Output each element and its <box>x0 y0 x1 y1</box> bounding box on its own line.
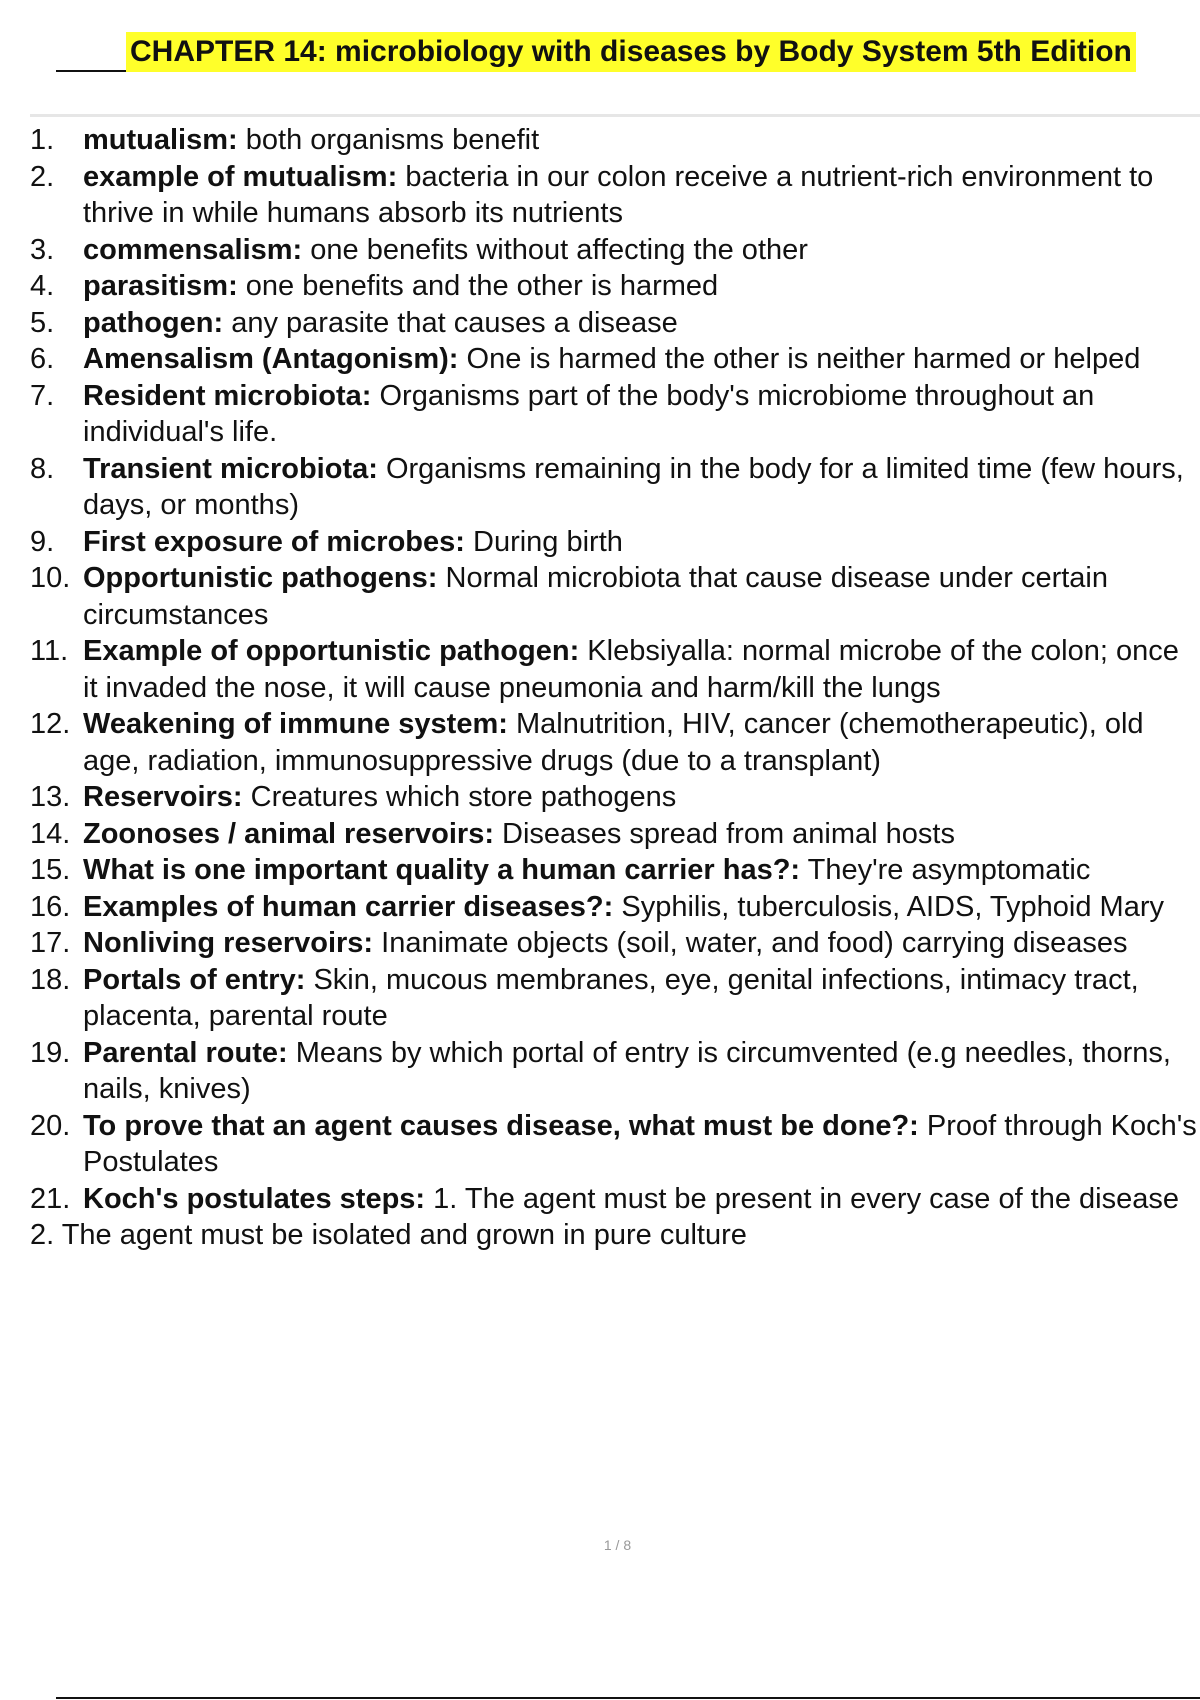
term-name: pathogen: <box>83 306 224 339</box>
term-item <box>0 341 1200 378</box>
term-definition: bacteria in our colon receive a nutrient-rich environment to thrive in while humans absorb its nutrients <box>83 160 1154 229</box>
term-name: Resident microbiota: <box>83 379 372 412</box>
page-number: 1 / 8 <box>603 1537 632 1553</box>
term-definition: Malnutrition, HIV, cancer (chemotherapeutic), old age, radiation, immunosuppressive drugs (due to a transplant) <box>83 708 1144 777</box>
term-item <box>0 524 1200 561</box>
term-name: Opportunistic pathogens: <box>83 562 438 594</box>
term-definition: Normal microbiota that cause disease under certain circumstances <box>83 562 1108 631</box>
term-number: 14. <box>30 817 71 850</box>
term-name: First exposure of microbes: <box>83 525 465 558</box>
chapter-title: CHAPTER 14: microbiology with diseases by Body System 5th Edition <box>126 32 1136 72</box>
term-definition: They're asymptomatic <box>807 854 1091 886</box>
terms-list <box>0 122 1200 1254</box>
term-name: Example of opportunistic pathogen: <box>83 635 580 667</box>
term-number: 11. <box>30 635 69 667</box>
term-definition: Syphilis, tuberculosis, AIDS, Typhoid Mary <box>621 890 1165 923</box>
term-number: 8. <box>30 452 55 485</box>
term-item <box>0 779 1200 816</box>
term-number: 16. <box>30 890 71 923</box>
term-name: Portals of entry: <box>83 963 306 996</box>
term-item <box>0 889 1200 926</box>
term-item <box>0 268 1200 305</box>
term-name: Parental route: <box>83 1036 288 1069</box>
term-number: 12. <box>30 708 71 740</box>
term-item <box>0 305 1200 342</box>
term-definition: Klebsiyalla: normal microbe of the colon; once it invaded the nose, it will cause pneumonia and harm/kill the lungs <box>83 635 1179 704</box>
term-number: 20. <box>30 1109 71 1142</box>
term-number: 13. <box>30 781 71 813</box>
term-definition: Means by which portal of entry is circumvented (e.g needles, thorns, nails, knives) <box>83 1036 1171 1105</box>
term-name: commensalism: <box>83 233 303 266</box>
term-definition: one benefits without affecting the other <box>310 233 808 266</box>
term-name: Amensalism (Antagonism): <box>83 343 459 375</box>
term-item <box>0 122 1200 159</box>
term-item <box>0 852 1200 889</box>
term-item <box>0 706 1200 779</box>
term-item <box>0 560 1200 633</box>
term-item <box>0 962 1200 1035</box>
term-number: 10. <box>30 562 71 594</box>
term-name: Transient microbiota: <box>83 452 378 485</box>
term-item <box>0 378 1200 451</box>
term-number: 6. <box>30 343 55 375</box>
term-number: 3. <box>30 233 55 266</box>
term-number: 9. <box>30 525 55 558</box>
term-item <box>0 633 1200 706</box>
term-definition: Organisms part of the body's microbiome throughout an individual's life. <box>83 379 1095 448</box>
term-definition: Inanimate objects (soil, water, and food) carrying diseases <box>381 927 1128 959</box>
term-name: What is one important quality a human carrier has?: <box>83 854 801 886</box>
term-name: To prove that an agent causes disease, what must be done?: <box>83 1109 919 1142</box>
term-name: Weakening of immune system: <box>83 708 508 740</box>
term-name: Nonliving reservoirs: <box>83 927 374 959</box>
term-definition: one benefits and the other is harmed <box>245 270 719 302</box>
footer-line <box>56 1697 1200 1699</box>
term-name: Reservoirs: <box>83 781 243 813</box>
term-name: Zoonoses / animal reservoirs: <box>83 817 494 850</box>
term-name: mutualism: <box>83 124 238 156</box>
term-item <box>0 816 1200 853</box>
term-item <box>0 159 1200 232</box>
term-item <box>0 1108 1200 1181</box>
term-number: 1. <box>30 124 55 156</box>
term-number: 17. <box>30 927 71 959</box>
term-item <box>0 232 1200 269</box>
term-number: 19. <box>30 1036 71 1069</box>
term-definition: any parasite that causes a disease <box>231 306 678 339</box>
term-number: 15. <box>30 854 71 886</box>
term-definition: 1. The agent must be present in every case of the disease <box>433 1182 1180 1215</box>
term-definition: Diseases spread from animal hosts <box>502 817 955 850</box>
continuation-line: 2. The agent must be isolated and grown in pure culture <box>30 1219 747 1251</box>
term-number: 7. <box>30 379 55 412</box>
term-name: Koch's postulates steps: <box>83 1182 426 1215</box>
term-item <box>0 451 1200 524</box>
header-line <box>56 70 126 72</box>
term-item <box>0 1181 1200 1218</box>
term-definition: Skin, mucous membranes, eye, genital infections, intimacy tract, placenta, parental route <box>83 963 1139 1032</box>
term-item <box>0 925 1200 962</box>
term-name: example of mutualism: <box>83 160 398 193</box>
term-item <box>0 1035 1200 1108</box>
term-name: Examples of human carrier diseases?: <box>83 890 614 923</box>
term-definition: Organisms remaining in the body for a limited time (few hours, days, or months) <box>83 452 1184 521</box>
term-name: parasitism: <box>83 270 238 302</box>
term-definition: both organisms benefit <box>245 124 540 156</box>
term-definition: Creatures which store pathogens <box>250 781 677 813</box>
term-definition: One is harmed the other is neither harmed or helped <box>466 343 1141 375</box>
term-definition: Proof through Koch's Postulates <box>83 1109 1197 1178</box>
term-number: 5. <box>30 306 55 339</box>
term-number: 21. <box>30 1182 71 1215</box>
term-number: 18. <box>30 963 71 996</box>
term-number: 2. <box>30 160 55 193</box>
term-definition: During birth <box>473 525 623 558</box>
term-number: 4. <box>30 270 55 302</box>
divider <box>30 114 1200 117</box>
